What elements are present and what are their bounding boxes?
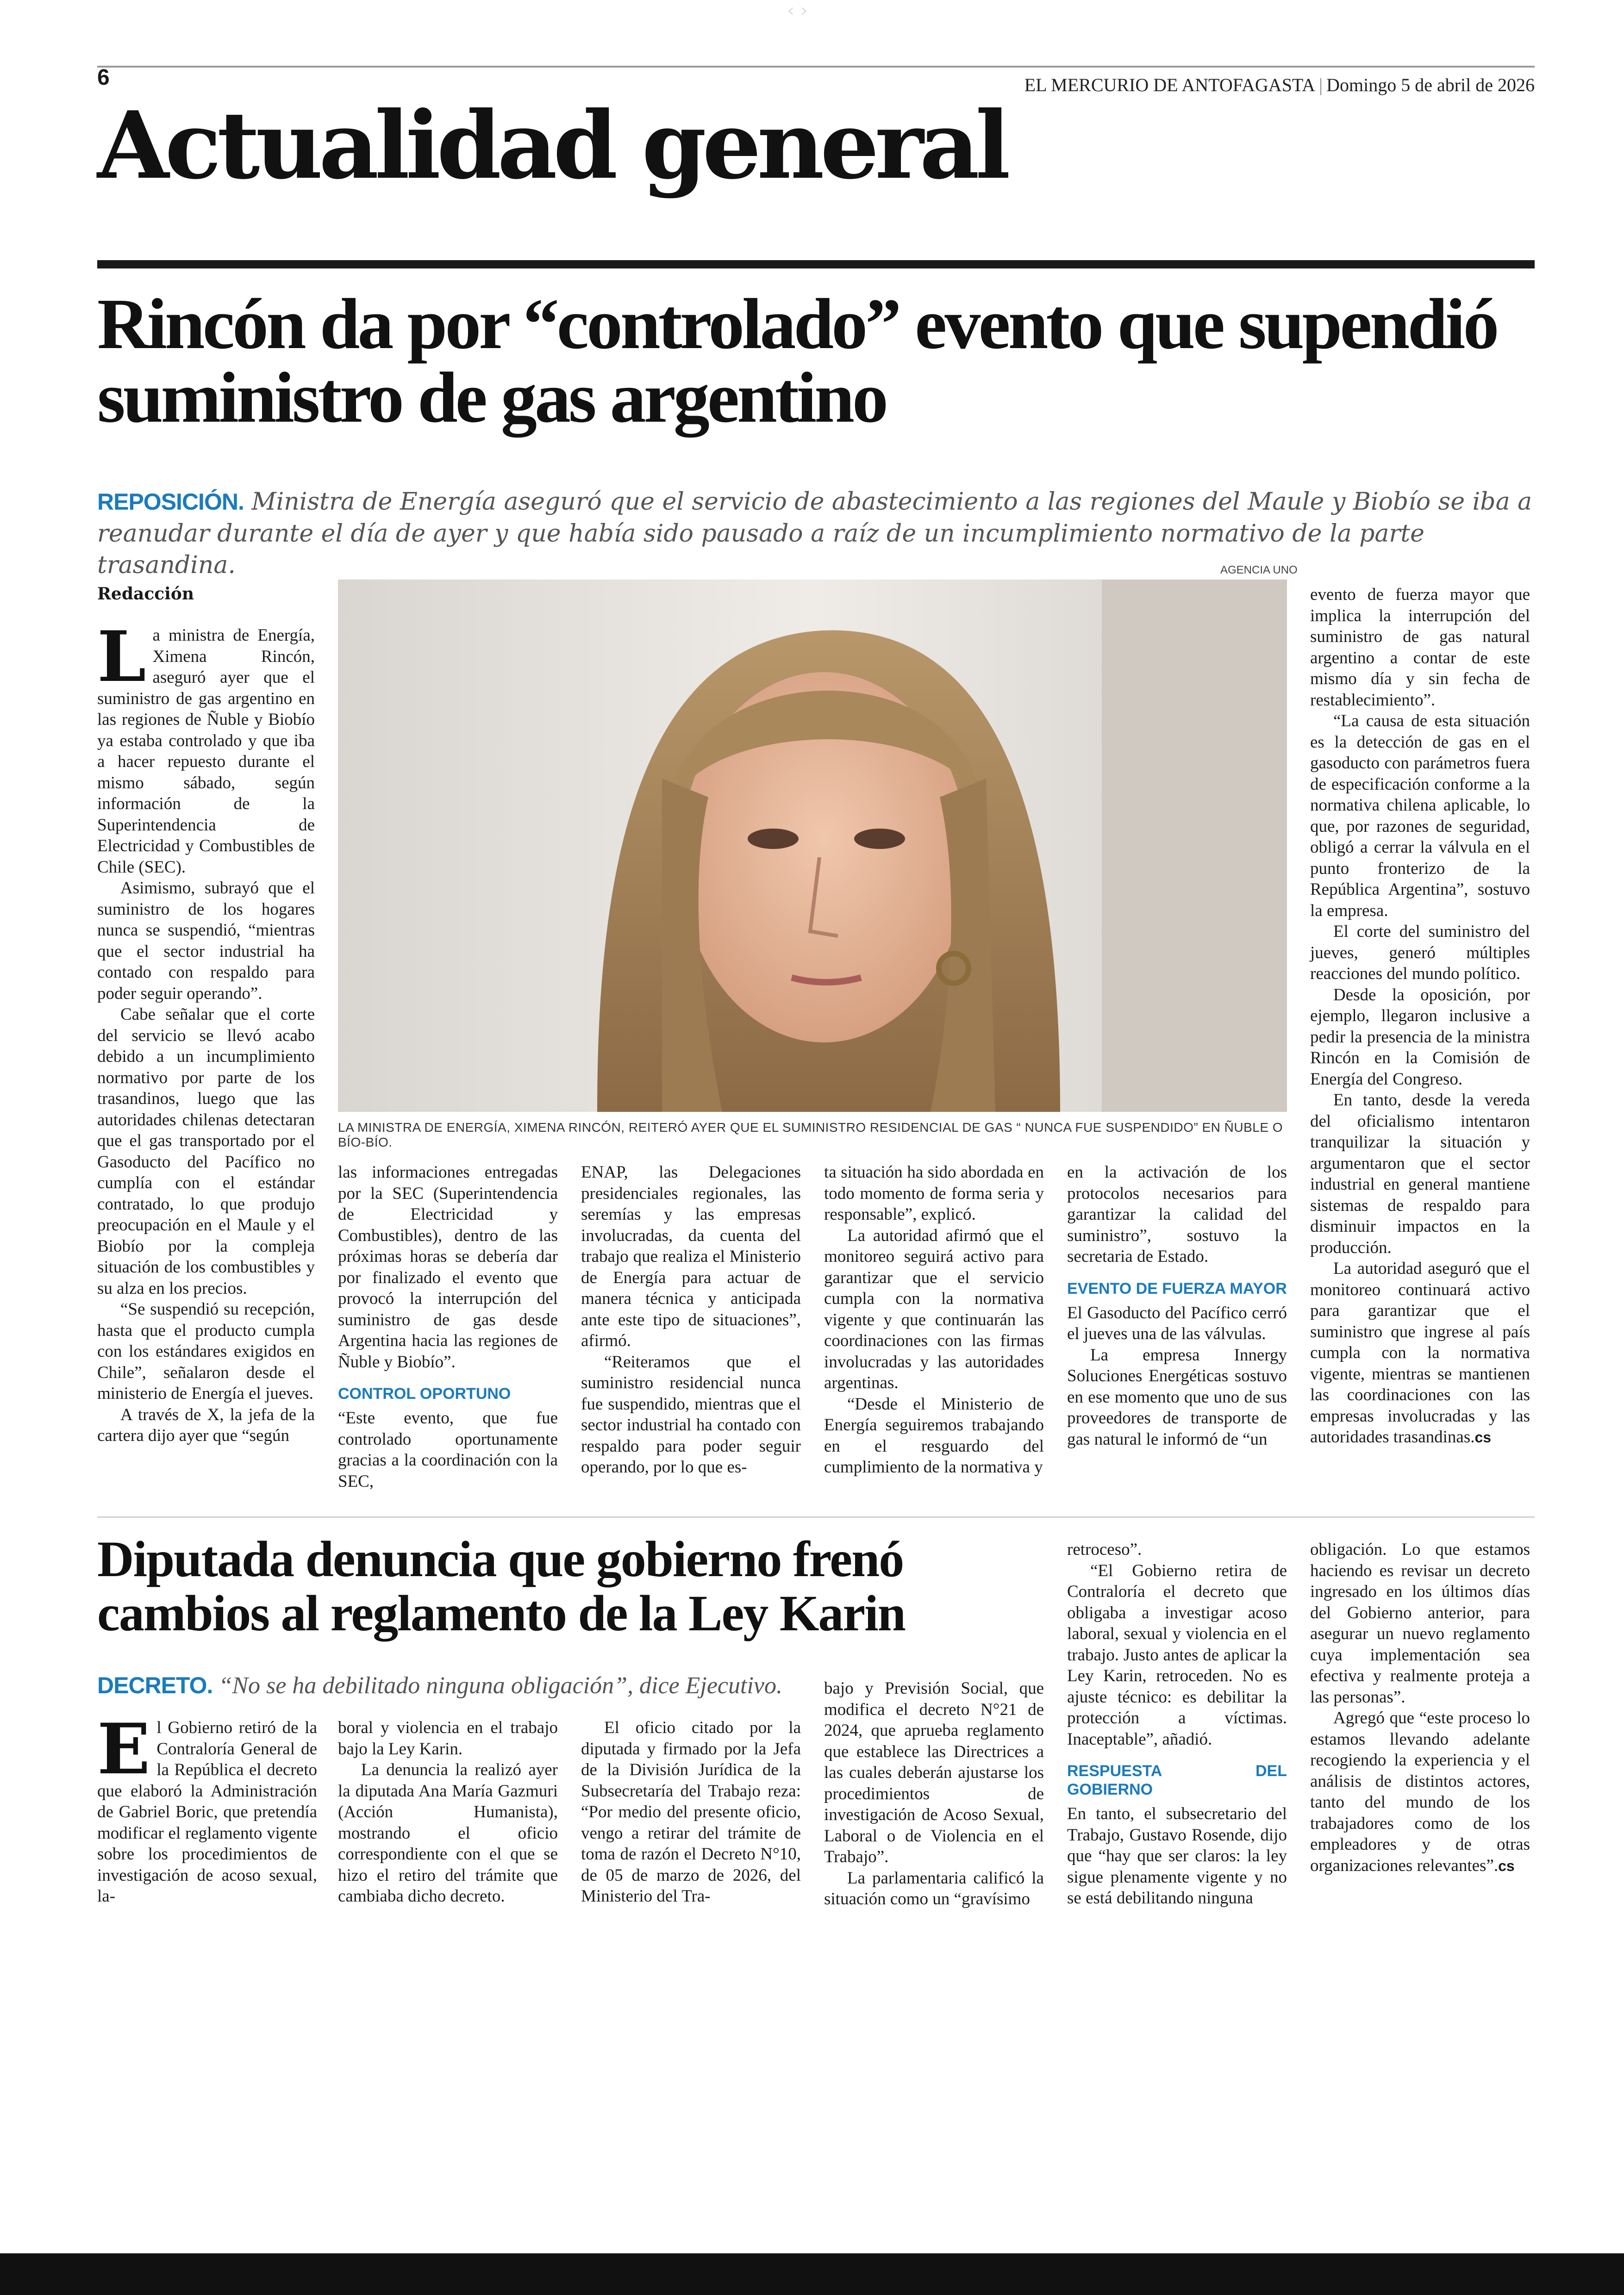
page-number: 6 bbox=[97, 65, 110, 90]
paragraph: El oficio citado por la diputada y firmado por la Jefa de la División Jurídica de la Subsecretaría del Trabajo reza: “Por medio del presente oficio, vengo a retirar del trámite de toma de razón el Decreto N°10, de 05 de marzo de 2026, del Ministerio del Tra- bbox=[581, 1718, 801, 1906]
byline: Redacción bbox=[97, 584, 194, 604]
paragraph: “El Gobierno retira de Contraloría el decreto que obligaba a investigar acoso laboral, sexual y violencia en el trabajo. Justo antes de aplicar la Ley Karin, retroceden. No es ajuste técnico: es debilitar la protección a víctimas. Inaceptable”, añadió. bbox=[1067, 1561, 1287, 1749]
paragraph: En tanto, el subsecretario del Trabajo, Gustavo Rosende, dijo que “hay que ser claros: la ley sigue plenamente vigente y no se está debilitando ninguna bbox=[1067, 1804, 1287, 1908]
paragraph: El Gasoducto del Pacífico cerró el jueves una de las válvulas. bbox=[1067, 1303, 1287, 1343]
bottom-bar bbox=[0, 2253, 1624, 2295]
viewer-nav-icons: ‹ › bbox=[787, 0, 808, 21]
article2-headline: Diputada denuncia que gobierno frenó cambios al reglamento de la Ley Karin bbox=[97, 1531, 905, 1641]
article1-column-5 bbox=[1067, 1162, 1287, 1450]
paragraph: en la activación de los protocolos necesarios para garantizar la calidad del suministro”, sostuvo la secretaria de Estado. bbox=[1067, 1163, 1287, 1266]
article2-deck-text: “No se ha debilitado ninguna obligación”, dice Ejecutivo. bbox=[219, 1672, 782, 1699]
article2-column-4 bbox=[824, 1678, 1044, 1910]
paragraph: “Desde el Ministerio de Energía seguiremos trabajando en el resguardo del cumplimiento de la normativa y bbox=[824, 1394, 1044, 1477]
photo-credit: AGENCIA UNO bbox=[1220, 564, 1298, 576]
article-divider bbox=[97, 1516, 1535, 1518]
portrait-illustration bbox=[338, 580, 1287, 1112]
end-mark-icon: cs bbox=[1474, 1429, 1492, 1446]
section-rule bbox=[97, 260, 1535, 268]
masthead-separator: | bbox=[1319, 75, 1323, 95]
publication-name: EL MERCURIO DE ANTOFAGASTA bbox=[1024, 75, 1316, 95]
paragraph: retroceso”. bbox=[1067, 1540, 1142, 1559]
article2-column-6 bbox=[1310, 1539, 1530, 1876]
paragraph: La parlamentaria calificó la situación como un “gravísimo bbox=[824, 1868, 1044, 1908]
paragraph-text: Agregó que “este proceso lo estamos llevando adelante recogiendo la experiencia y el análisis de distintos actores, tanto del mundo de los trabajadores como de los empleadores y de otras organizaciones relevantes”. bbox=[1310, 1709, 1530, 1875]
article1-column-3 bbox=[581, 1162, 801, 1478]
dropcap: E bbox=[97, 1709, 150, 1790]
paragraph: “Se suspendió su recepción, hasta que el producto cumpla con los estándares exigidos en Chile”, señalaron desde el ministerio de Energía el jueves. bbox=[97, 1300, 315, 1403]
paragraph: La empresa Innergy Soluciones Energéticas sostuvo en ese momento que uno de sus proveedores de transporte de gas natural le informó de “un bbox=[1067, 1345, 1287, 1449]
article1-headline: Rincón da por “controlado” evento que supendió suministro de gas argentino bbox=[97, 284, 1497, 438]
top-rule bbox=[97, 66, 1535, 68]
article1-column-4 bbox=[824, 1162, 1044, 1478]
paragraph: ENAP, las Delegaciones presidenciales regionales, las seremías y las empresas involucradas, da cuenta del trabajo que realiza el Ministerio de Energía para actuar de manera técnica y anticipada ante este tipo de situaciones”, afirmó. bbox=[581, 1163, 801, 1350]
article1-column-2 bbox=[338, 1162, 558, 1492]
paragraph: El corte del suministro del jueves, generó múltiples reacciones del mundo político. bbox=[1310, 922, 1530, 983]
paragraph bbox=[1310, 1258, 1530, 1448]
subhead-control-oportuno: CONTROL OPORTUNO bbox=[338, 1385, 511, 1403]
article2-column-1 bbox=[97, 1709, 317, 1907]
paragraph: En tanto, desde la vereda del oficialismo intentaron tranquilizar la situación y argumentaron que el sector industrial en general mantiene sistemas de respaldo para disminuir impactos en la producción. bbox=[1310, 1091, 1530, 1257]
issue-date: Domingo 5 de abril de 2026 bbox=[1326, 75, 1535, 95]
paragraph: bajo y Previsión Social, que modifica el decreto N°21 de 2024, que aprueba reglamento que establece las Directrices a las cuales deberán ajustarse los procedimientos de investigación de Acoso Sexual, Laboral o de Violencia en el Trabajo”. bbox=[824, 1679, 1044, 1866]
paragraph: La denuncia la realizó ayer la diputada Ana María Gazmuri (Acción Humanista), mostrando el oficio correspondiente con el que se hizo el retiro del trámite que cambiaba dicho decreto. bbox=[338, 1760, 558, 1906]
paragraph: las informaciones entregadas por la SEC (Superintendencia de Electricidad y Combustibles), dentro de las próximas horas se debería dar por finalizado el evento que provocó la interrupción del suministro de gas desde Argentina hacia las regiones de Ñuble y Biobío”. bbox=[338, 1163, 558, 1372]
subhead-respuesta-gobierno: RESPUESTA DEL GOBIERNO bbox=[1067, 1762, 1287, 1798]
paragraph: “Reiteramos que el suministro residencial nunca fue suspendido, mientras que el sector industrial ha contado con respaldo para poder seguir operando, por lo que es- bbox=[581, 1352, 801, 1477]
paragraph: A través de X, la jefa de la cartera dijo ayer que “según bbox=[97, 1405, 315, 1445]
section-title: Actualidad general bbox=[97, 91, 1006, 200]
paragraph: evento de fuerza mayor que implica la interrupción del suministro de gas natural argentino a contar de este mismo día y sin fecha de restablecimiento”. bbox=[1310, 585, 1530, 710]
article1-column-1 bbox=[97, 616, 315, 1447]
photo-caption: LA MINISTRA DE ENERGÍA, XIMENA RINCÓN, REITERÓ AYER QUE EL SUMINISTRO RESIDENCIAL DE GAS “ NUNCA FUE SUSPENDIDO” EN ÑUBLE O BÍO-BÍO. bbox=[338, 1120, 1283, 1149]
paragraph bbox=[1310, 1708, 1530, 1876]
paragraph: La autoridad afirmó que el monitoreo seguirá activo para garantizar que el servicio cumpla con la normativa vigente y que continuarán las coordinaciones con las firmas involucradas y las autoridades argentinas. bbox=[824, 1226, 1044, 1392]
masthead bbox=[1024, 74, 1535, 96]
article1-deck-text: Ministra de Energía aseguró que el servicio de abastecimiento a las regiones del Maule y Biobío se iba a reanudar durante el día de ayer y que había sido pausado a raíz de un incumplimiento normativo de la parte trasandina. bbox=[97, 488, 1532, 580]
paragraph: “La causa de esta situación es la detección de gas en el gasoducto con parámetros fuera de especificación conforme a la normativa chilena aplicable, lo que, por razones de seguridad, obligó a cerrar la válvula en el punto fronterizo de la República Argentina”, sostuvo la empresa. bbox=[1310, 711, 1530, 920]
article1-column-6 bbox=[1310, 584, 1530, 1448]
article2-column-5 bbox=[1067, 1539, 1287, 1909]
article1-photo bbox=[338, 580, 1287, 1112]
subhead-evento-fuerza-mayor: EVENTO DE FUERZA MAYOR bbox=[1067, 1279, 1287, 1297]
end-mark-icon: cs bbox=[1498, 1857, 1515, 1874]
dropcap: L bbox=[97, 616, 146, 698]
paragraph: Cabe señalar que el corte del servicio se llevó acabo debido a un incumplimiento normativo por parte de los trasandinos, luego que las autoridades chilenas detectaran que el gas transportado por el Gasoducto del Pacífico no cumplía con el estándar contratado, lo que produjo preocupación en el Maule y el Biobío por la compleja situación de los combustibles y su alza en los precios. bbox=[97, 1005, 315, 1298]
article1-deck bbox=[97, 486, 1532, 581]
paragraph: a ministra de Energía, Ximena Rincón, aseguró ayer que el suministro de gas argentino en las regiones de Ñuble y Biobío ya estaba controlado y que iba a hacer repuesto durante el mismo sábado, según información de la Superintendencia de Electricidad y Combustibles de Chile (SEC). bbox=[97, 626, 315, 877]
paragraph: ta situación ha sido abordada en todo momento de forma seria y responsable”, explicó. bbox=[824, 1163, 1044, 1224]
paragraph: “Este evento, que fue controlado oportunamente gracias a la coordinación con la SEC, bbox=[338, 1409, 558, 1491]
article2-column-3 bbox=[581, 1717, 801, 1907]
paragraph: boral y violencia en el trabajo bajo la Ley Karin. bbox=[338, 1718, 558, 1759]
article1-kicker: REPOSICIÓN. bbox=[97, 489, 244, 515]
article2-column-2 bbox=[338, 1717, 558, 1907]
paragraph-text: La autoridad aseguró que el monitoreo continuará activo para garantizar que el suministro que ingrese al país cumpla con la normativa vigente, mientras se mantienen las coordinaciones con las empresas involucradas y las autoridades trasandinas. bbox=[1310, 1259, 1530, 1447]
paragraph: Desde la oposición, por ejemplo, llegaron inclusive a pedir la presencia de la ministra Rincón en la Comisión de Energía del Congreso. bbox=[1310, 985, 1530, 1089]
article2-kicker: DECRETO. bbox=[97, 1672, 213, 1698]
paragraph: Asimismo, subrayó que el suministro de los hogares nunca se suspendió, “mientras que el sector industrial ha contado con respaldo para poder seguir operando”. bbox=[97, 879, 315, 1003]
paragraph: l Gobierno retiró de la Contraloría General de la República el decreto que elaboró la Administración de Gabriel Boric, que pretendía modificar el reglamento vigente sobre los procedimientos de investigación de acoso sexual, la- bbox=[97, 1718, 317, 1906]
paragraph: obligación. Lo que estamos haciendo es revisar un decreto ingresado en los últimos días del Gobierno anterior, para asegurar un nuevo reglamento cuya implementación sea efectiva y realmente proteja a las personas”. bbox=[1310, 1540, 1530, 1707]
